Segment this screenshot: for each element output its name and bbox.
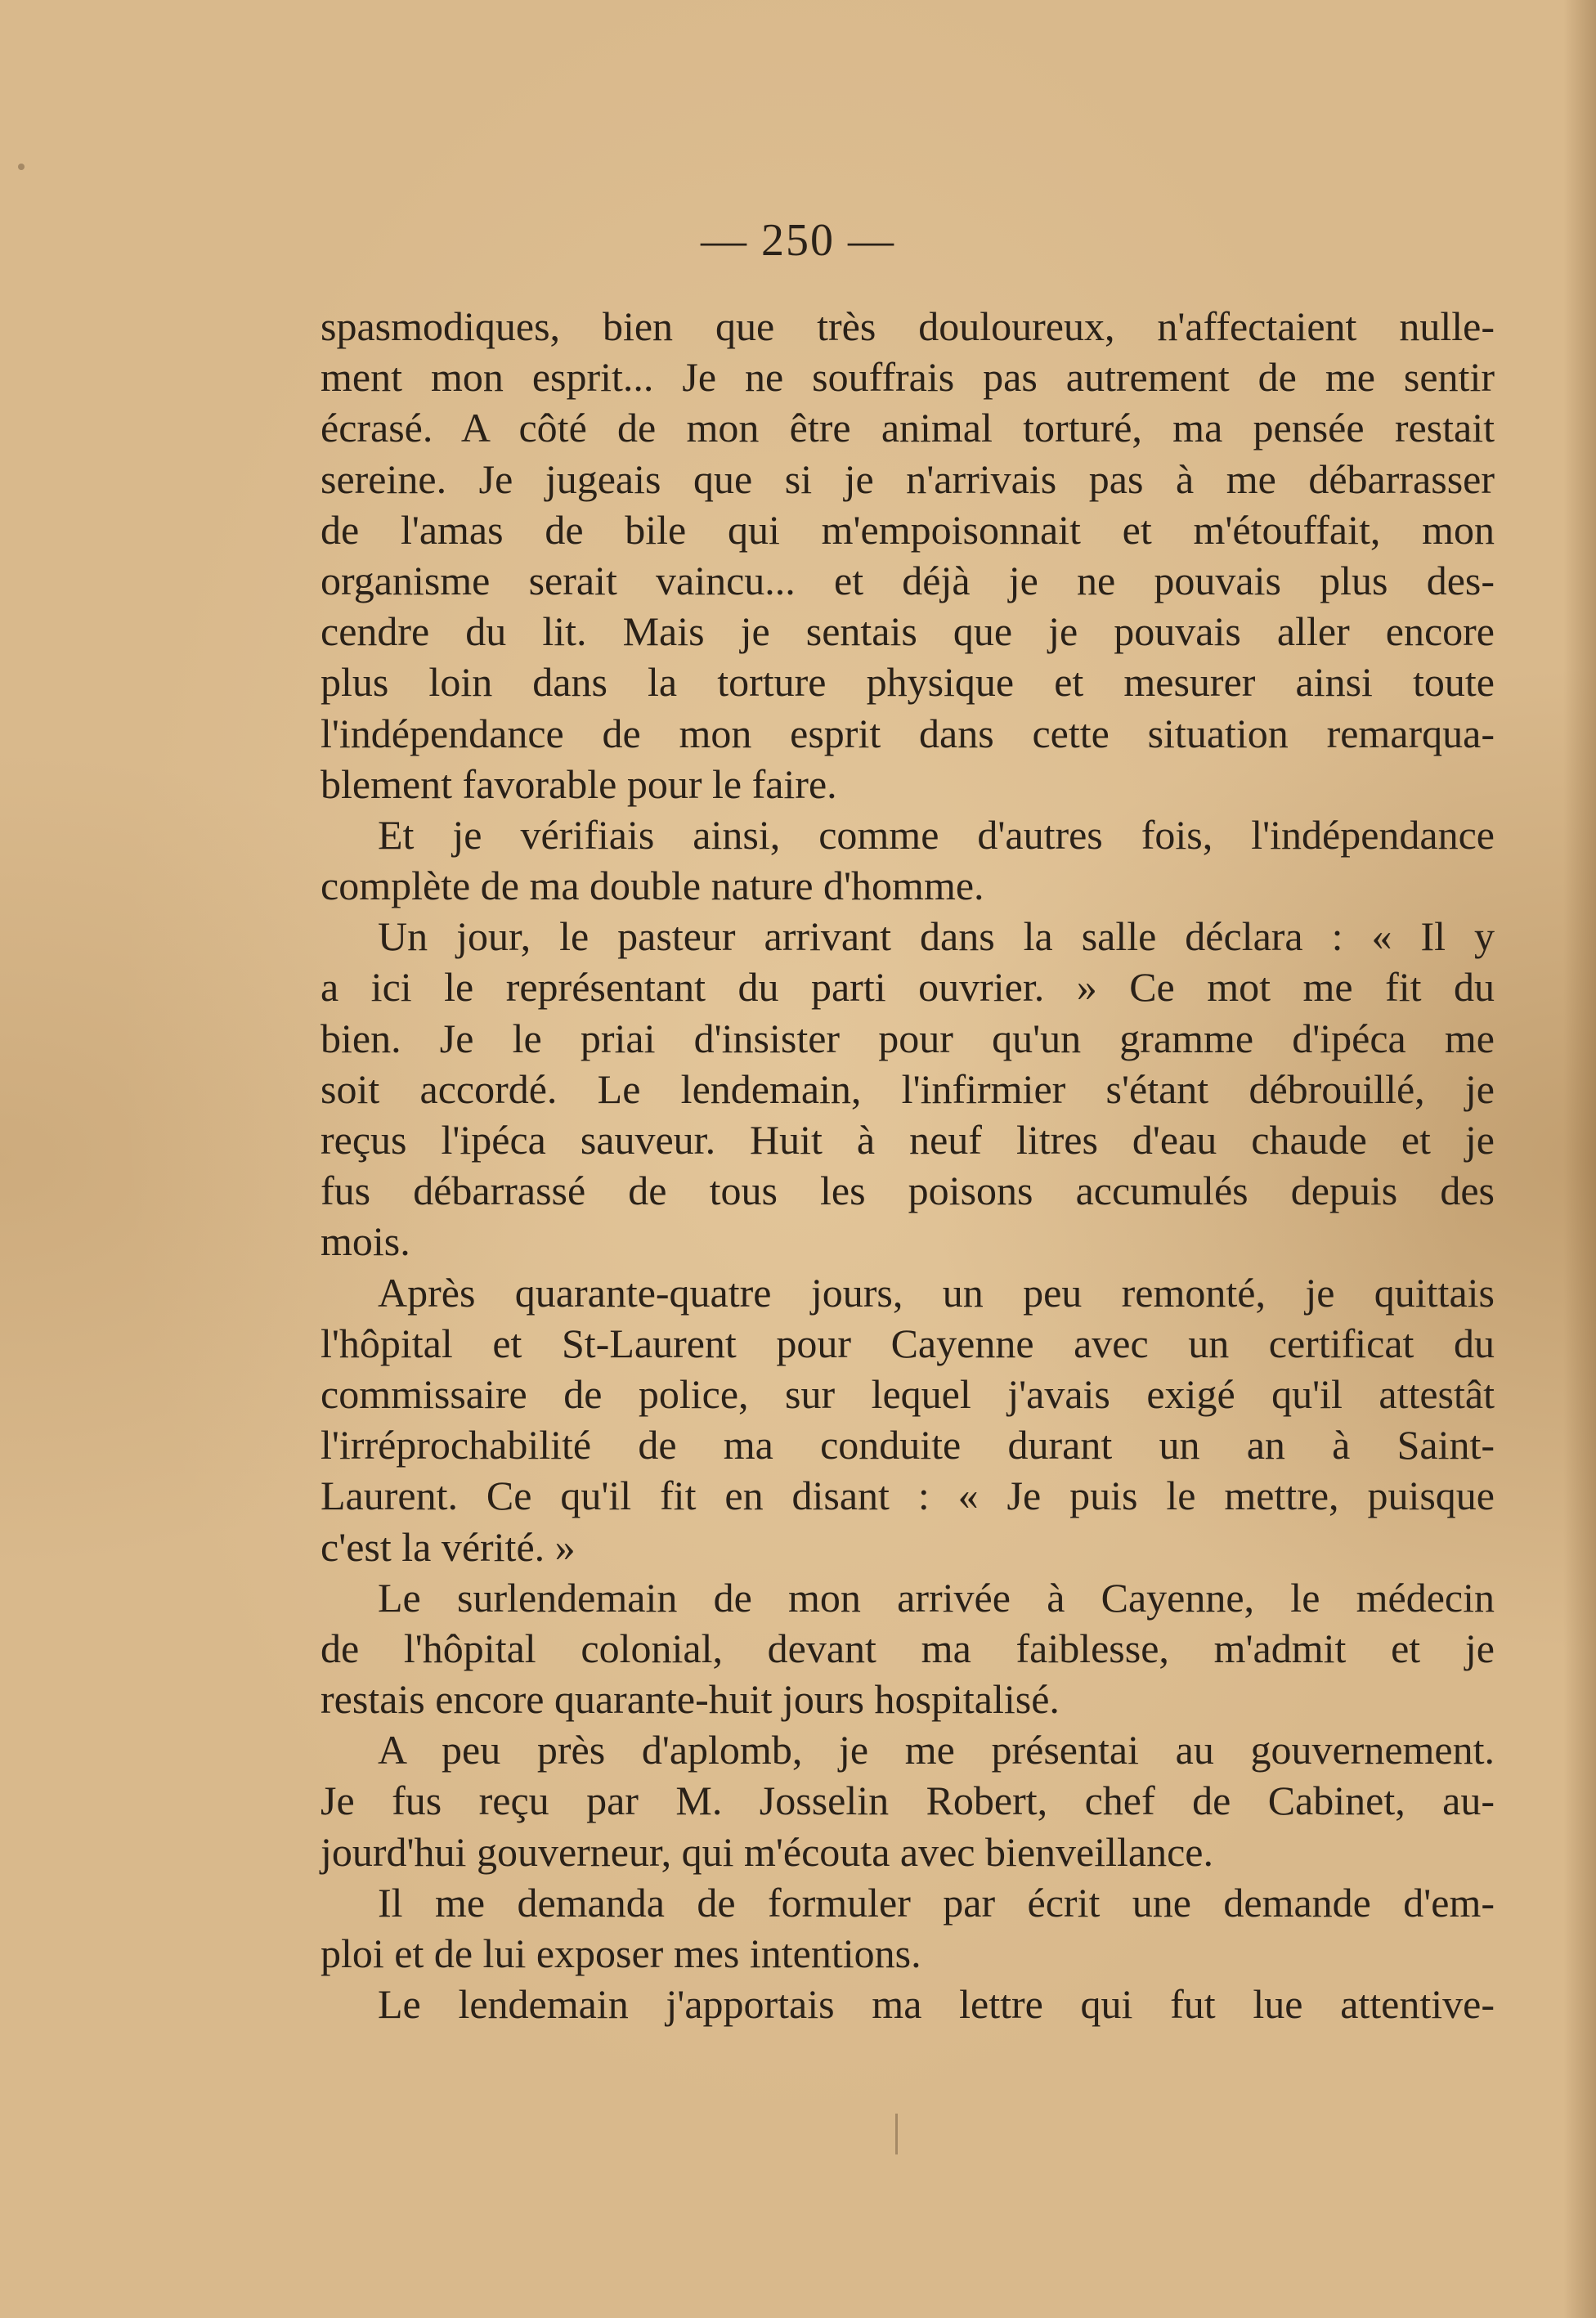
text-line: complète de ma double nature d'homme. bbox=[321, 863, 984, 909]
text-line: écrasé. A côté de mon être animal torturé, ma pensée restait bbox=[321, 405, 1495, 451]
text-line: l'indépendance de mon esprit dans cette situation remarqua- bbox=[321, 710, 1495, 756]
text-line: spasmodiques, bien que très douloureux, n'affectaient nulle- bbox=[321, 303, 1495, 349]
text-line: de l'hôpital colonial, devant ma faiblesse, m'admit et je bbox=[321, 1625, 1495, 1671]
text-line: Laurent. Ce qu'il fit en disant : « Je puis le mettre, puisque bbox=[321, 1473, 1495, 1519]
text-line: l'hôpital et St-Laurent pour Cayenne avec un certificat du bbox=[321, 1320, 1495, 1366]
text-line: ment mon esprit... Je ne souffrais pas autrement de me sentir bbox=[321, 354, 1495, 401]
text-line: reçus l'ipéca sauveur. Huit à neuf litres d'eau chaude et je bbox=[321, 1117, 1495, 1163]
text-line: Le surlendemain de mon arrivée à Cayenne, le médecin bbox=[378, 1574, 1495, 1621]
text-line: commissaire de police, sur lequel j'avais exigé qu'il attestât bbox=[321, 1370, 1495, 1417]
text-line: Le lendemain j'apportais ma lettre qui fut lue attentive- bbox=[378, 1981, 1495, 2028]
text-line: Après quarante-quatre jours, un peu remonté, je quittais bbox=[378, 1269, 1495, 1316]
text-line: restais encore quarante-huit jours hospitalisé. bbox=[321, 1676, 1060, 1723]
text-line: de l'amas de bile qui m'empoisonnait et m'étouffait, mon bbox=[321, 506, 1495, 553]
text-line: blement favorable pour le faire. bbox=[321, 760, 837, 807]
text-line: a ici le représentant du parti ouvrier. » Ce mot me fit du bbox=[321, 964, 1495, 1011]
paper-speck bbox=[895, 2114, 898, 2154]
text-line: mois. bbox=[321, 1218, 410, 1265]
paper-speck bbox=[18, 164, 25, 170]
text-line: l'irréprochabilité de ma conduite durant un an à Saint- bbox=[321, 1422, 1495, 1468]
text-line: A peu près d'aplomb, je me présentai au gouvernement. bbox=[378, 1727, 1495, 1773]
page-number: — 250 — bbox=[701, 215, 895, 266]
text-line: organisme serait vaincu... et déjà je ne pouvais plus des- bbox=[321, 557, 1495, 603]
text-line: sereine. Je jugeais que si je n'arrivais pas à me débarrasser bbox=[321, 455, 1495, 502]
text-line: soit accordé. Le lendemain, l'infirmier s'étant débrouillé, je bbox=[321, 1065, 1495, 1112]
text-line: jourd'hui gouverneur, qui m'écouta avec bienveillance. bbox=[321, 1828, 1213, 1875]
text-line: plus loin dans la torture physique et mesurer ainsi toute bbox=[321, 659, 1495, 706]
text-line: cendre du lit. Mais je sentais que je pouvais aller encore bbox=[321, 608, 1495, 655]
text-line: Un jour, le pasteur arrivant dans la salle déclara : « Il y bbox=[378, 913, 1495, 960]
text-line: fus débarrassé de tous les poisons accumulés depuis des bbox=[321, 1168, 1495, 1214]
text-line: Et je vérifiais ainsi, comme d'autres fois, l'indépendance bbox=[378, 811, 1495, 858]
text-line: Je fus reçu par M. Josselin Robert, chef de Cabinet, au- bbox=[321, 1778, 1495, 1824]
text-line: ploi et de lui exposer mes intentions. bbox=[321, 1930, 921, 1976]
text-line: c'est la vérité. » bbox=[321, 1523, 576, 1570]
page-edge-shadow bbox=[1563, 0, 1596, 2318]
text-line: Il me demanda de formuler par écrit une demande d'em- bbox=[378, 1879, 1495, 1926]
text-line: bien. Je le priai d'insister pour qu'un gramme d'ipéca me bbox=[321, 1015, 1495, 1061]
body-text bbox=[321, 301, 1495, 2029]
